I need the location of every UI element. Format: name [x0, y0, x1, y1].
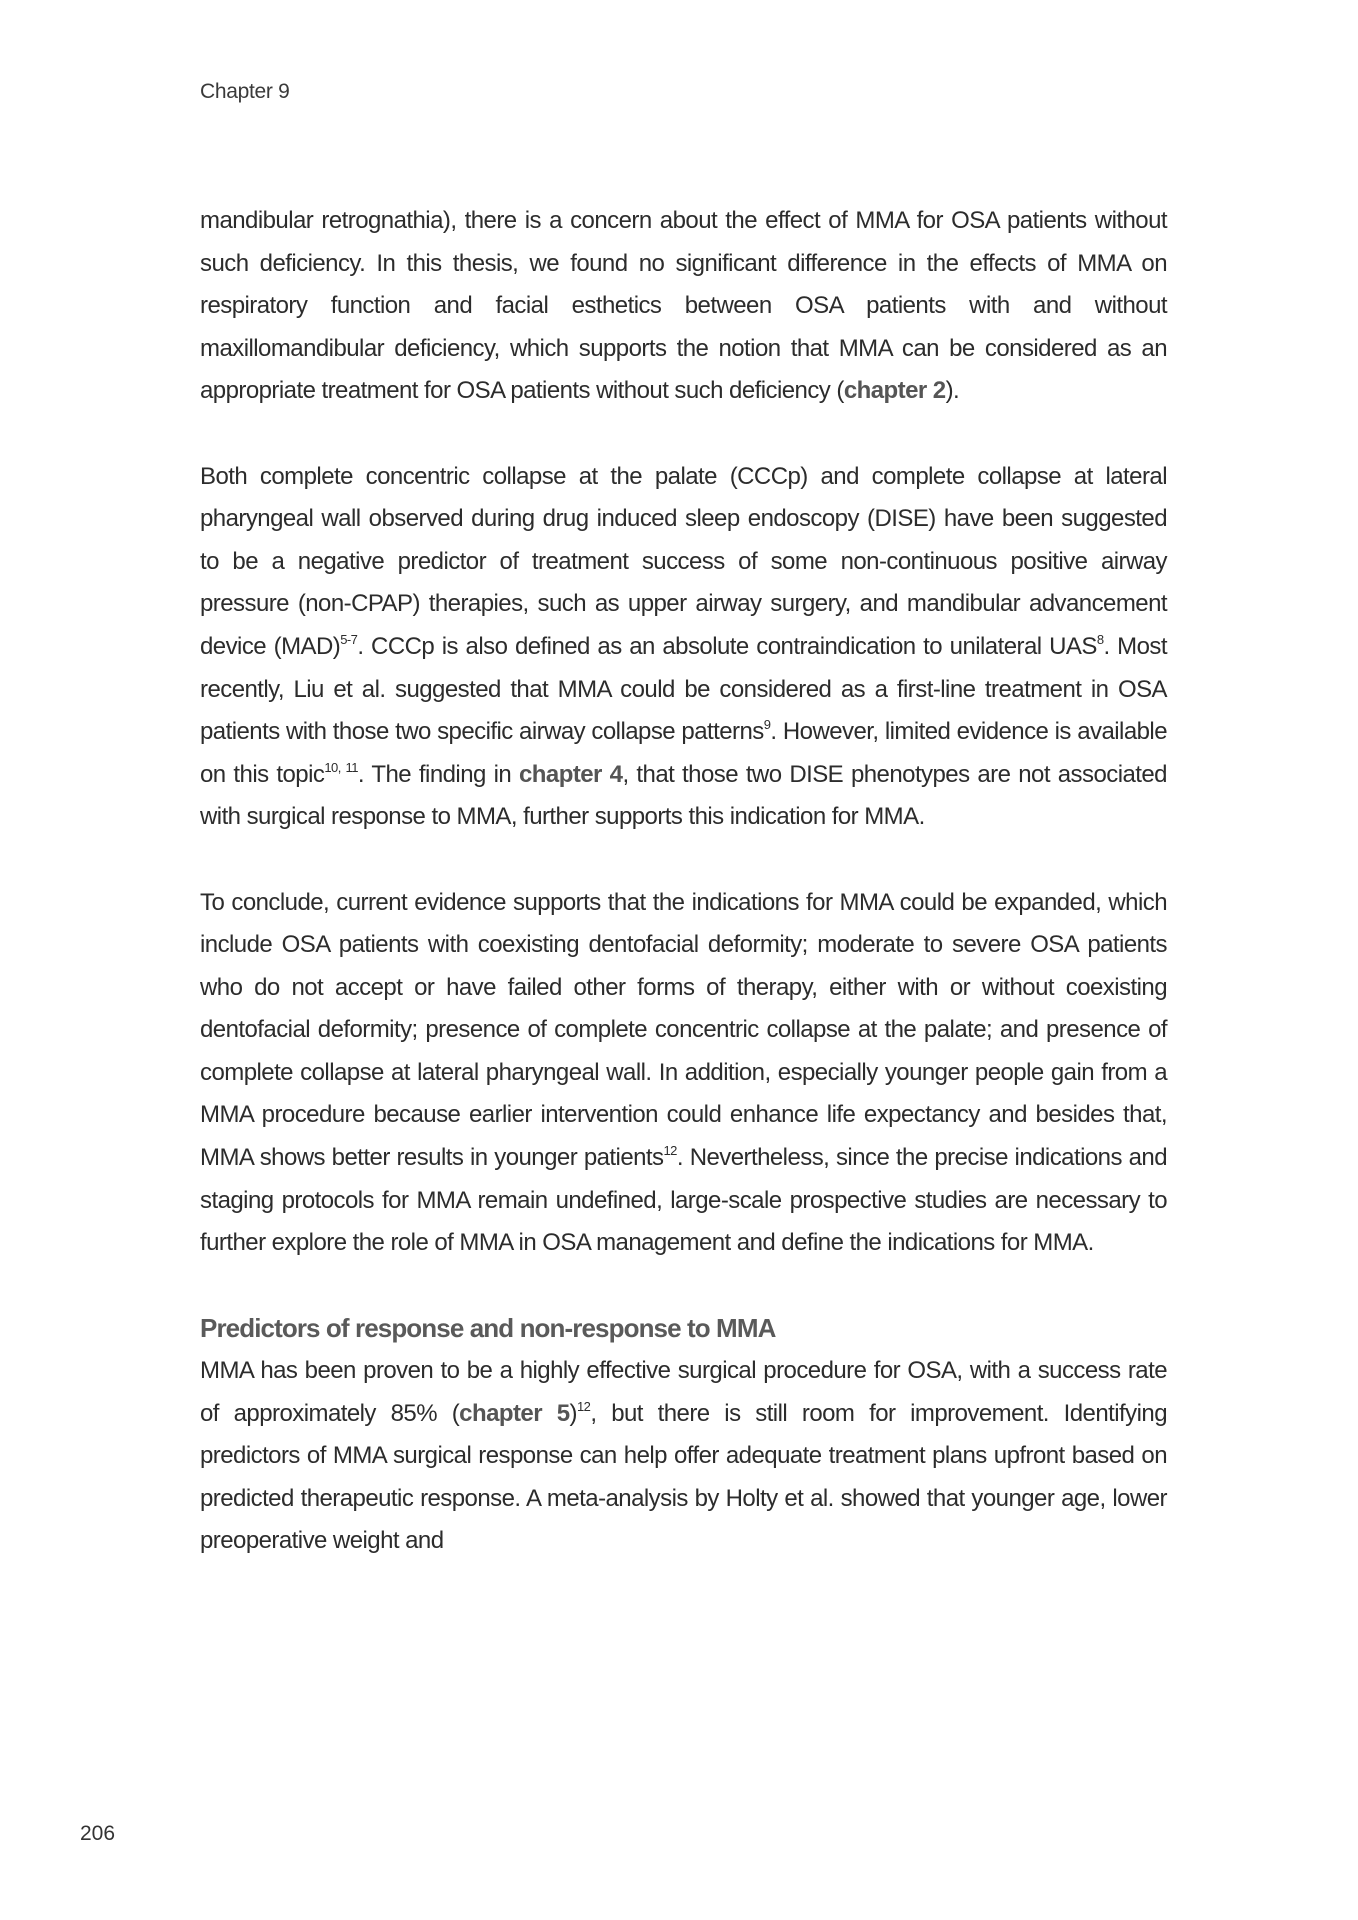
- citation-superscript: 9: [763, 717, 771, 733]
- page-number: 206: [80, 1822, 116, 1845]
- citation-superscript: 8: [1096, 631, 1104, 647]
- chapter-reference: chapter 5: [459, 1399, 570, 1427]
- section-heading: Predictors of response and non-response to MMA: [200, 1313, 776, 1344]
- chapter-reference: chapter 4: [519, 760, 623, 788]
- paragraph: mandibular retrognathia), there is a concern about the effect of MMA for OSA patients without such deficiency. In this thesis, we found no significant difference in the effects of MMA on respiratory function and facial esthetics between OSA patients with and without maxillomandibular deficiency, which supports the notion that MMA can be considered as an appropriate treatment for OSA patients without such deficiency (chapter 2).: [200, 207, 1167, 405]
- running-head: Chapter 9: [200, 80, 290, 103]
- citation-superscript: 12: [663, 1143, 677, 1159]
- paragraph: Both complete concentric collapse at the palate (CCCp) and complete collapse at lateral pharyngeal wall observed during drug induced sleep endoscopy (DISE) have been suggested to be a negative predictor of treatment success of some non-continuous positive airway pressure (non-CPAP) therapies, such as upper airway surgery, and mandibular advancement device (MAD)$^{5-7}$. CCCp is also defined as an absolute contraindication to unilateral UAS$^8$. Most recently, Liu et al. suggested that MMA could be considered as a first-line treatment in OSA patients with those two specific airway collapse patterns$^9$. However, limited evidence is available on this topic$^{10, 11}$. The finding in chapter 4, that those two DISE phenotypes are not associated with surgical response to MMA, further supports this indication for MMA.: [200, 462, 1167, 831]
- chapter-reference: chapter 2: [843, 377, 946, 405]
- paragraph: MMA has been proven to be a highly effective surgical procedure for OSA, with a success rate of approximately 85% (chapter 5)$^{12}$, but there is still room for improvement. Identifying predictors of MMA surgical response can help offer adequate treatment plans upfront based on predicted therapeutic response. A meta-analysis by Holty et al. showed that younger age, lower preoperative weight and: [200, 1357, 1168, 1555]
- citation-superscript: 5-7: [340, 631, 358, 647]
- body-text: [200, 200, 1167, 1563]
- citation-superscript: 12: [576, 1398, 591, 1414]
- paragraph: To conclude, current evidence supports that the indications for MMA could be expanded, which include OSA patients with coexisting dentofacial deformity; moderate to severe OSA patients who do not accept or have failed other forms of therapy, either with or without coexisting dentofacial deformity; presence of complete concentric collapse at the palate; and presence of complete collapse at lateral pharyngeal wall. In addition, especially younger people gain from a MMA procedure because earlier intervention could enhance life expectancy and besides that, MMA shows better results in younger patients$^{12}$. Nevertheless, since the precise indications and staging protocols for MMA remain undefined, large-scale prospective studies are necessary to further explore the role of MMA in OSA management and define the indications for MMA.: [200, 888, 1167, 1257]
- citation-superscript: 10, 11: [324, 759, 358, 775]
